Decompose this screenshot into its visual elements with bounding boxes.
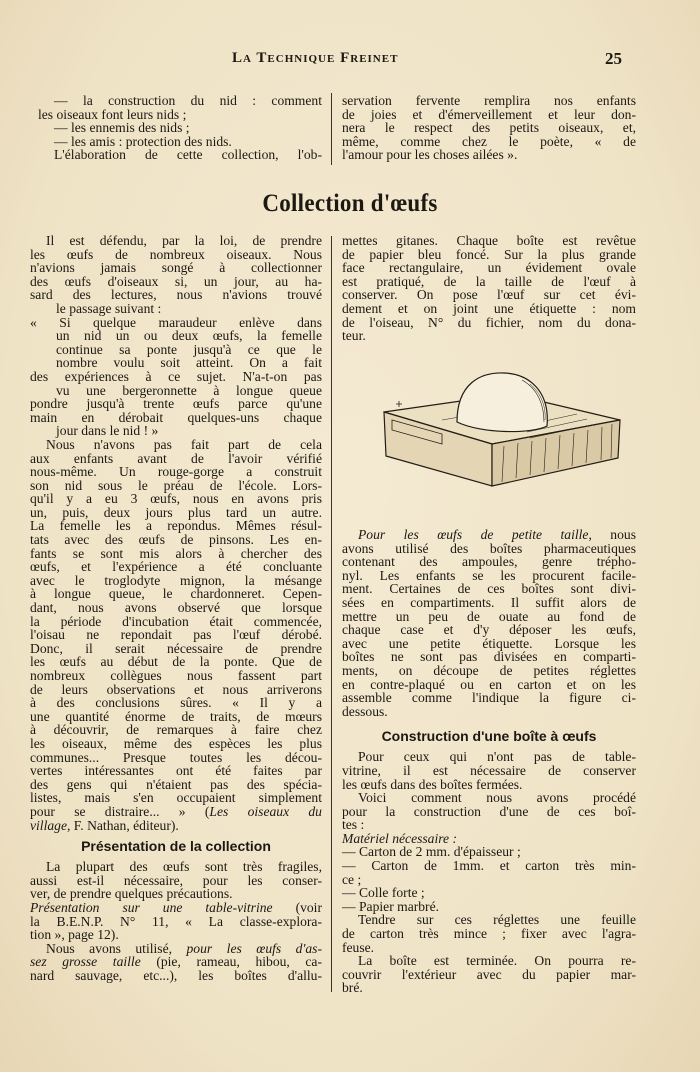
text-run: Pour les œufs de petite taille <box>358 527 589 542</box>
text-line: les œufs de nombreux oiseaux. Nous <box>30 246 322 262</box>
text-line: nous-même. Un rouge-gorge a construit <box>30 464 322 480</box>
text-line: tes : <box>342 817 365 833</box>
article-title: Collection d'œufs <box>262 190 438 217</box>
text-line: vertes intéressantes ont été faites par <box>30 763 322 779</box>
text-line: Pour ceux qui n'ont pas de table- <box>358 749 636 765</box>
text-line: — Colle forte ; <box>342 885 425 901</box>
text-line: avons utilisé des boîtes pharmaceutiques <box>342 540 636 556</box>
text-line: main en dérobait quelques-uns chaque <box>30 409 322 425</box>
text-line: sard des lectures, nous n'avions trouvé <box>30 287 322 303</box>
text-line: mettre un peu de ouate au fond de <box>342 608 636 624</box>
text-line <box>342 528 636 542</box>
text-line: listes, mais s'en occupaient simplement <box>30 790 322 806</box>
text-line: une quantité énorme de traits, de mœurs <box>30 708 322 724</box>
section-heading: Construction d'une boîte à œufs <box>381 728 597 745</box>
text-line: de l'oiseau, N° du fichier, nom du dona- <box>342 314 636 330</box>
text-line: en contre-plaqué ou en carton et on les <box>342 676 636 692</box>
text-line: pondre jusqu'à trente œufs parce qu'une <box>30 396 322 412</box>
text-line: jour dans le nid ! » <box>56 423 159 439</box>
right-column-lower <box>342 528 636 995</box>
text-line: Matériel nécessaire : <box>342 830 458 846</box>
text-line: les œufs au début de la ponte. Que de <box>30 654 322 670</box>
text-line: La femelle les a repondus. Mêmes résul- <box>30 518 322 534</box>
text-line: Nous n'avons pas fait part de cela <box>46 436 322 452</box>
page-number: 25 <box>605 49 622 68</box>
text-line: — les amis : protection des nids. <box>54 133 232 149</box>
text-line: œufs, et l'expérience a été concluante <box>30 559 322 575</box>
text-line: Donc, il serait nécessaire de prendre <box>30 640 322 656</box>
text-line: avec une petite étiquette. Lorsque les <box>342 635 636 651</box>
text-line: vu une bergeronnette à longue queue <box>56 382 322 398</box>
text-line: est pratiqué, de la taille de l'œuf à <box>342 273 636 289</box>
column-divider <box>331 236 332 992</box>
text-line: feuse. <box>342 939 375 955</box>
text-run: sez grosse taille <box>30 954 141 970</box>
text-line: dessous. <box>342 703 388 719</box>
column-divider <box>331 93 332 165</box>
text-line: Tendre sur ces réglettes une feuille <box>358 912 636 928</box>
text-line: ment. Certaines de ces boîtes sont divi- <box>342 581 636 597</box>
text-line: ce ; <box>342 871 362 887</box>
text-line: — Carton de 1mm. et carton très min- <box>342 858 636 874</box>
text-line: contenant des ampoules, genre trépho- <box>342 554 636 570</box>
text-line: fants se sont mis alors à chercher des <box>30 545 322 561</box>
text-line: la B.E.N.P. N° 11, « La classe-explora- <box>30 913 322 929</box>
text-run: Les oiseaux du <box>209 803 322 819</box>
text-line <box>30 805 322 819</box>
text-line: teur. <box>342 328 366 344</box>
text-line: face rectangulaire, un évidement ovale <box>342 260 636 276</box>
text-line: de papier bleu foncé. Sur la plus grande <box>342 246 636 262</box>
text-line: avec le troglodyte mignon, la mésange <box>30 572 322 588</box>
text-line: boîtes ne sont pas divisées en comparti- <box>342 649 636 665</box>
top-right-column <box>342 94 636 162</box>
text-line: conserver. On pose l'œuf sur cet évi- <box>342 287 636 303</box>
text-line: — Papier marbré. <box>342 898 440 914</box>
text-line: aussi est-il nécessaire, pour les conser- <box>30 872 322 888</box>
text-line: nombre voulu soit atteint. On a fait <box>56 355 322 371</box>
text-line: nera le respect des petits oiseaux, et, <box>342 120 636 136</box>
text-line: à des conclusions sûres. « Il y a <box>30 695 322 711</box>
text-line: mettes gitanes. Chaque boîte est revêtue <box>342 233 636 248</box>
text-line: L'élaboration de cette collection, l'ob- <box>54 147 322 163</box>
text-line: La boîte est terminée. On pourra re- <box>358 953 636 969</box>
text-line: tats avec des œufs de pinsons. Les en- <box>30 532 322 548</box>
text-line: vitrine, il est nécessaire de conserver <box>342 762 636 778</box>
text-run: (pie, rameau, hibou, ca- <box>140 954 322 970</box>
text-line: nyl. Les enfants se les procurent facile- <box>342 567 636 583</box>
text-line: un, puis, deux jours plus tard un autre. <box>30 504 322 520</box>
running-header: La Technique Freinet <box>232 50 399 66</box>
text-line: la période d'incubation était commencée, <box>30 613 322 629</box>
text-line <box>30 955 322 969</box>
right-column-upper <box>342 234 636 343</box>
text-line: chaque case et d'y déposer les œufs, <box>342 622 636 638</box>
text-run: , nous <box>588 527 636 542</box>
text-line <box>30 819 322 833</box>
text-line: La plupart des œufs sont très fragiles, <box>46 859 322 875</box>
text-line: de carton très mince ; fixer avec l'agra- <box>342 926 636 942</box>
text-line: des gens qui n'étaient pas des spécia- <box>30 776 322 792</box>
text-line: Il est défendu, par la loi, de prendre <box>46 233 322 248</box>
text-line <box>30 901 322 915</box>
text-line: Voici comment nous avons procédé <box>358 790 636 806</box>
text-line: aux enfants avant de l'avoir vérifié <box>30 450 322 466</box>
text-line: sées en compartiments. Il suffit alors de <box>342 594 636 610</box>
text-line: à longue queue, le chardonneret. Cepen- <box>30 586 322 602</box>
text-line: l'oisau ne repondait pas l'œuf dérobé. <box>30 627 322 643</box>
top-left-column <box>38 94 322 162</box>
egg-box-illustration <box>372 364 628 494</box>
text-line: à découvrir, de remarques à faire chez <box>30 722 322 738</box>
text-line: de leurs observations et nous arriverons <box>30 681 322 697</box>
text-line: communes... Presque toutes les décou- <box>30 749 322 765</box>
section-heading: Présentation de la collection <box>81 838 271 855</box>
text-run: Présentation sur une table-vitrine <box>30 899 273 915</box>
text-line: les oiseaux, même des espèces les plus <box>30 735 322 751</box>
text-line: des œufs d'oiseaux si, un jour, au ha- <box>30 273 322 289</box>
text-line: des expériences à ce sujet. N'a-t-on pas <box>30 368 322 384</box>
text-run: village <box>30 817 67 833</box>
text-line: dant, nous avons observé que lorsque <box>30 600 322 616</box>
text-line: nombreux collègues nous fassent part <box>30 668 322 683</box>
text-line: couvrir l'extérieur avec du papier mar- <box>342 966 636 982</box>
text-line: — la construction du nid : comment <box>54 93 322 108</box>
text-line: n'avions jamais songé à collectionner <box>30 260 322 276</box>
text-run: pour se distraire... » ( <box>30 803 210 819</box>
text-line: — les ennemis des nids ; <box>54 120 190 136</box>
text-run: Nous avons utilisé, <box>46 940 187 956</box>
text-line: de joies et d'émerveillement et leur don- <box>342 106 636 122</box>
text-line: les oiseaux font leurs nids ; <box>38 106 187 122</box>
text-run: , F. Nathan, éditeur). <box>67 817 179 833</box>
text-line: les œufs dans des boîtes fermées. <box>342 776 523 792</box>
text-line: tion », page 12). <box>30 927 119 943</box>
text-line <box>30 942 322 956</box>
text-line: dement et on joint une étiquette : nom <box>342 300 636 316</box>
left-column <box>30 234 322 982</box>
text-line: qu'il y a eu 3 œufs, nous en avons pris <box>30 491 322 507</box>
text-line: — Carton de 2 mm. d'épaisseur ; <box>342 844 521 860</box>
text-line: nard sauvage, etc...), les boîtes d'allu- <box>30 967 322 983</box>
text-line: servation fervente remplira nos enfants <box>342 93 636 108</box>
text-line: « Si quelque maraudeur enlève dans <box>30 314 322 330</box>
text-line: le passage suivant : <box>56 300 162 316</box>
text-line: ments, on découpe de petites réglettes <box>342 662 636 678</box>
text-line: un nid un ou deux œufs, la femelle <box>56 328 322 344</box>
text-run: (voir <box>272 899 322 915</box>
text-line: même, comme chez le poète, « de <box>342 133 636 149</box>
text-line: son nid sous le préau de l'école. Lors- <box>30 477 322 493</box>
text-run: pour les œufs d'as- <box>186 940 322 956</box>
text-line: assemble comme l'indique la figure ci- <box>342 690 636 706</box>
text-line: l'amour pour les choses ailées ». <box>342 147 518 163</box>
text-line: continue sa ponte jusqu'à ce que le <box>56 341 322 357</box>
text-line: pour la construction d'une de ces boî- <box>342 803 636 819</box>
text-line: bré. <box>342 980 363 996</box>
text-line: ver, de prendre quelques précautions. <box>30 886 233 902</box>
